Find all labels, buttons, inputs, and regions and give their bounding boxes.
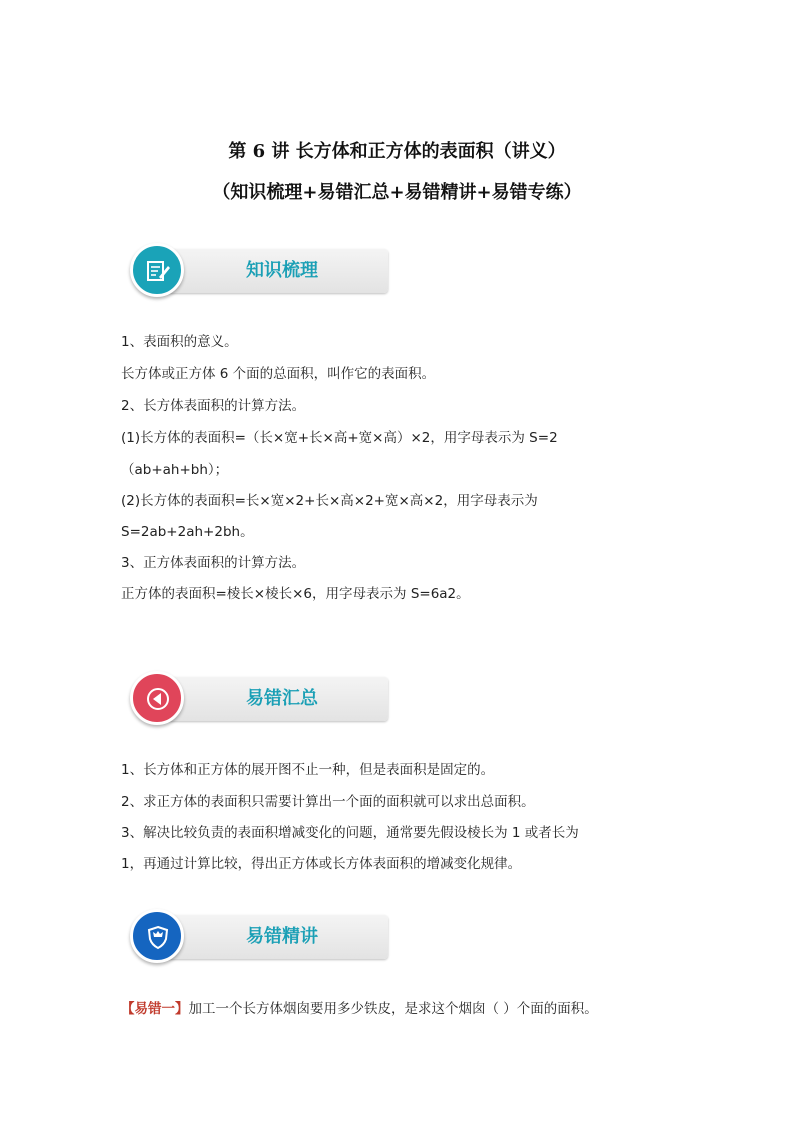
text-line: (1)长方体的表面积=（长×宽+长×高+宽×高）×2，用字母表示为 S=2 (121, 430, 558, 446)
section-heading: 易错汇总 (246, 688, 318, 709)
text-line: 1，再通过计算比较，得出正方体或长方体表面积的增减变化规律。 (121, 856, 522, 872)
back-arrow-icon (130, 671, 184, 725)
section-heading: 知识梳理 (246, 260, 318, 281)
text-line: 1、长方体和正方体的展开图不止一种，但是表面积是固定的。 (121, 762, 495, 778)
text-line: 3、解决比较负责的表面积增减变化的问题，通常要先假设棱长为 1 或者长为 (121, 825, 579, 841)
text-line: 正方体的表面积=棱长×棱长×6，用字母表示为 S=6a2。 (121, 586, 470, 602)
section-banner-knowledge (122, 243, 392, 301)
section-banner-errors-explained (122, 909, 392, 967)
text-line: 长方体或正方体 6 个面的总面积，叫作它的表面积。 (121, 366, 436, 382)
question-tag: 【易错一】 (121, 1001, 189, 1017)
text-line: 2、求正方体的表面积只需要计算出一个面的面积就可以求出总面积。 (121, 794, 535, 810)
shield-icon (130, 909, 184, 963)
notepad-pencil-icon (130, 243, 184, 297)
question-line (121, 997, 598, 1017)
banner-bar (152, 677, 388, 721)
text-line: S=2ab+2ah+2bh。 (121, 524, 254, 540)
text-line: 3、正方体表面积的计算方法。 (121, 555, 306, 571)
section-heading: 易错精讲 (246, 926, 318, 947)
page-subtitle: （知识梳理+易错汇总+易错精讲+易错专练） (212, 182, 582, 203)
page-title: 第 6 讲 长方体和正方体的表面积（讲义） (228, 141, 566, 162)
section-banner-errors-summary (122, 671, 392, 729)
banner-bar (152, 249, 388, 293)
question-text: 加工一个长方体烟囱要用多少铁皮，是求这个烟囱（ ）个面的面积。 (188, 1001, 598, 1017)
text-line: （ab+ah+bh）； (121, 462, 229, 478)
text-line: 1、表面积的意义。 (121, 334, 238, 350)
banner-bar (152, 915, 388, 959)
text-line: (2)长方体的表面积=长×宽×2+长×高×2+宽×高×2，用字母表示为 (121, 493, 538, 509)
text-line: 2、长方体表面积的计算方法。 (121, 398, 306, 414)
